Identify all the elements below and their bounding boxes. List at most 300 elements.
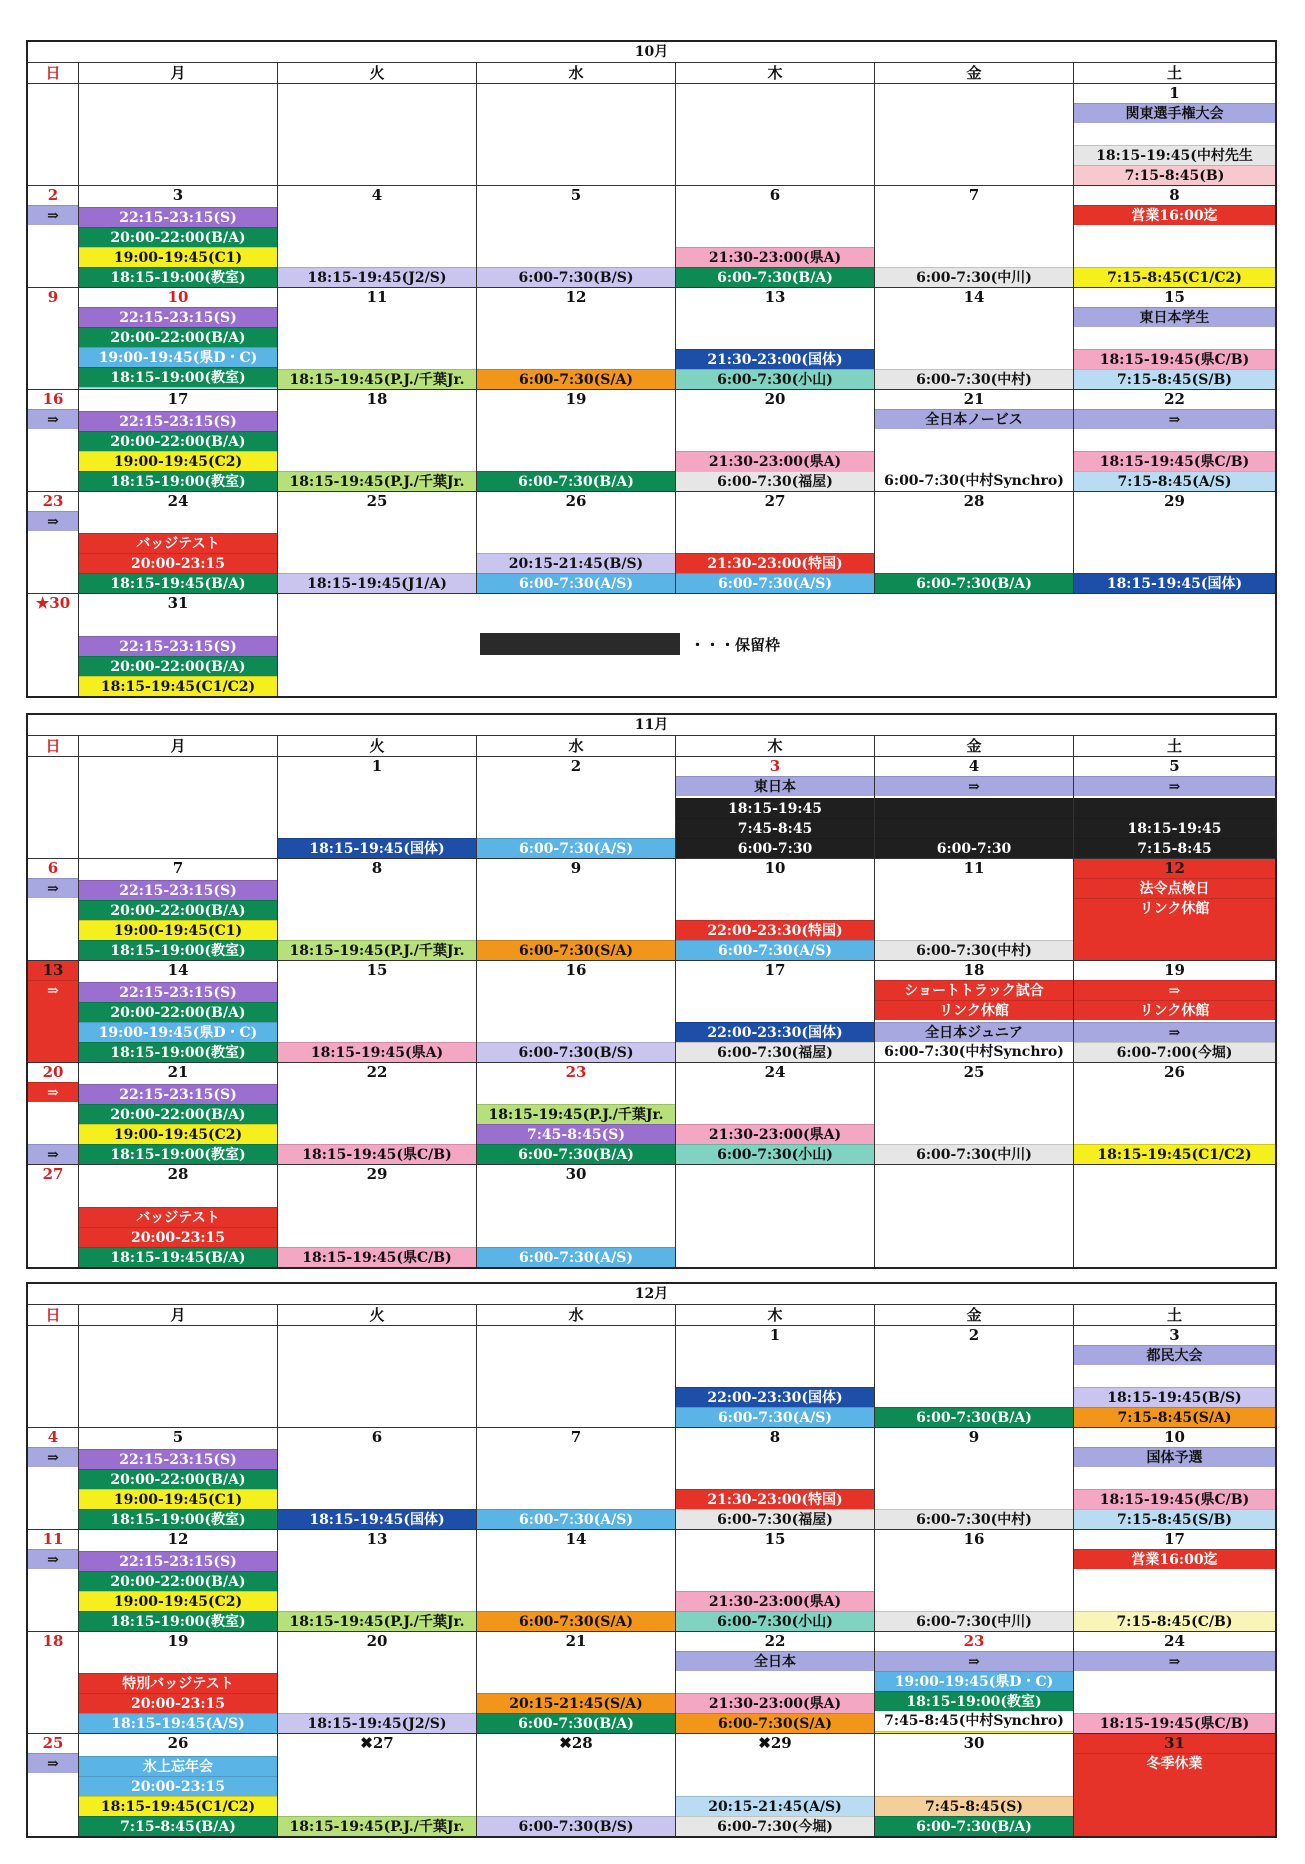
schedule-bar[interactable]: 18:15-19:45(P.J./千葉Jr. xyxy=(278,940,476,960)
day-cell[interactable] xyxy=(278,492,477,593)
schedule-bar[interactable]: 18:15-19:45(J1/A) xyxy=(278,573,476,593)
schedule-bar[interactable]: バッジテスト xyxy=(79,533,277,553)
day-cell[interactable] xyxy=(477,1734,676,1836)
schedule-bar[interactable]: 19:00-19:45(C2) xyxy=(79,451,277,471)
day-number: 18 xyxy=(42,1632,64,1650)
day-cell[interactable] xyxy=(79,1428,278,1529)
day-cell[interactable] xyxy=(28,961,79,1062)
schedule-bar[interactable]: ⇒ xyxy=(28,511,78,531)
schedule-bar[interactable]: 6:00-7:30(中川) xyxy=(875,1144,1073,1164)
schedule-bar[interactable]: ⇒ xyxy=(1074,1651,1275,1671)
day-cell[interactable] xyxy=(79,961,278,1062)
cell-spacer xyxy=(278,205,476,267)
schedule-bar[interactable]: 19:00-19:45(県D・C) xyxy=(875,1671,1073,1691)
day-cell[interactable] xyxy=(875,84,1074,185)
day-cell[interactable] xyxy=(477,1632,676,1733)
schedule-bar[interactable]: 6:00-7:30(小山) xyxy=(676,1611,874,1631)
day-cell[interactable] xyxy=(28,1734,79,1836)
schedule-bar[interactable]: 6:00-7:30(B/S) xyxy=(477,1042,675,1062)
day-cell[interactable] xyxy=(875,1632,1074,1733)
day-cell[interactable] xyxy=(278,1734,477,1836)
schedule-bar[interactable]: 7:15-8:45(S/A) xyxy=(1074,1407,1275,1427)
day-cell[interactable] xyxy=(1074,961,1275,1062)
schedule-bar[interactable]: 6:00-7:30(A/S) xyxy=(676,940,874,960)
day-cell[interactable] xyxy=(875,288,1074,389)
day-cell[interactable] xyxy=(28,1428,79,1529)
schedule-bar[interactable]: 18:15-19:45(県C/B) xyxy=(1074,451,1275,471)
day-cell[interactable] xyxy=(278,84,477,185)
schedule-bar[interactable]: 6:00-7:30(中村Synchro) xyxy=(884,473,1064,489)
schedule-bar[interactable]: 18:15-19:45(C1/C2) xyxy=(79,676,277,696)
schedule-bar[interactable]: 7:15-8:45(B) xyxy=(1074,165,1275,185)
schedule-bar[interactable]: 6:00-7:30(B/A) xyxy=(676,267,874,287)
day-cell[interactable] xyxy=(477,1063,676,1164)
schedule-bar[interactable] xyxy=(79,387,277,389)
schedule-bar[interactable] xyxy=(1074,798,1275,818)
day-cell[interactable] xyxy=(278,1428,477,1529)
schedule-bar[interactable]: 22:15-23:15(S) xyxy=(79,1084,277,1104)
schedule-bar[interactable] xyxy=(875,1731,1073,1733)
schedule-bar[interactable]: 国体予選 xyxy=(1074,1447,1275,1467)
cell-spacer xyxy=(875,1753,1073,1796)
day-cell[interactable] xyxy=(676,288,875,389)
day-number: 17 xyxy=(167,390,189,408)
cell-spacer xyxy=(79,1651,277,1673)
schedule-bar[interactable] xyxy=(875,798,1073,818)
schedule-bar[interactable]: 6:00-7:30(B/A) xyxy=(477,1144,675,1164)
schedule-bar[interactable]: 6:00-7:30(中川) xyxy=(875,1611,1073,1631)
schedule-bar[interactable]: 6:00-7:30(B/S) xyxy=(477,267,675,287)
schedule-bar[interactable]: 18:15-19:45(国体) xyxy=(1074,573,1275,593)
schedule-bar[interactable]: 18:15-19:45(P.J./千葉Jr. xyxy=(278,471,476,491)
schedule-bar[interactable]: 6:00-7:30(中村Synchro) xyxy=(884,1044,1064,1060)
day-cell[interactable] xyxy=(79,757,278,858)
day-cell[interactable] xyxy=(1074,1632,1275,1733)
schedule-bar[interactable]: 20:00-22:00(B/A) xyxy=(79,1469,277,1489)
schedule-bar[interactable]: 特別バッジテスト xyxy=(79,1673,277,1693)
day-cell[interactable] xyxy=(477,1326,676,1427)
schedule-bar[interactable]: 18:15-19:45(県C/B) xyxy=(278,1144,476,1164)
schedule-bar[interactable]: ⇒ xyxy=(28,878,78,898)
day-cell[interactable] xyxy=(79,186,278,287)
schedule-bar[interactable]: 6:00-7:30(A/S) xyxy=(477,838,675,858)
day-cell[interactable] xyxy=(278,1326,477,1427)
day-cell[interactable] xyxy=(278,390,477,491)
day-cell[interactable] xyxy=(278,1632,477,1733)
schedule-bar[interactable]: ⇒ xyxy=(28,980,78,1000)
schedule-bar[interactable]: 6:00-7:30(B/A) xyxy=(477,1713,675,1733)
schedule-bar[interactable]: 20:15-21:45(A/S) xyxy=(676,1796,874,1816)
schedule-bar[interactable]: 6:00-7:30(A/S) xyxy=(477,1247,675,1267)
schedule-bar[interactable]: 6:00-7:30(中村) xyxy=(875,1509,1073,1529)
schedule-bar[interactable]: 18:15-19:45(国体) xyxy=(278,1509,476,1529)
schedule-bar[interactable]: ⇒ xyxy=(28,1549,78,1569)
schedule-bar[interactable]: リンク休館 xyxy=(875,1000,1073,1020)
schedule-bar[interactable]: 18:15-19:45(県A) xyxy=(278,1042,476,1062)
schedule-bar[interactable]: 22:15-23:15(S) xyxy=(79,1449,277,1469)
schedule-bar[interactable]: 全日本ノービス xyxy=(875,409,1073,429)
day-cell[interactable] xyxy=(875,757,1074,858)
schedule-bar[interactable]: 6:00-7:30(B/A) xyxy=(477,471,675,491)
schedule-bar[interactable]: 営業16:00迄 xyxy=(1074,205,1275,225)
day-cell[interactable] xyxy=(79,84,278,185)
schedule-bar[interactable]: 6:00-7:30(中村) xyxy=(875,369,1073,389)
schedule-bar[interactable]: 20:00-22:00(B/A) xyxy=(79,656,277,676)
day-cell[interactable] xyxy=(477,757,676,858)
schedule-bar[interactable]: 6:00-7:30(A/S) xyxy=(676,573,874,593)
schedule-bar[interactable]: 6:00-7:30(A/S) xyxy=(477,573,675,593)
schedule-bar[interactable]: 18:15-19:45(県C/B) xyxy=(278,1247,476,1267)
day-cell[interactable] xyxy=(79,1326,278,1427)
schedule-bar[interactable]: 6:00-7:30(S/A) xyxy=(477,940,675,960)
schedule-bar[interactable]: 6:00-7:30(B/A) xyxy=(875,1407,1073,1427)
day-cell[interactable] xyxy=(676,186,875,287)
schedule-bar[interactable]: 7:15-8:45(C1/C2) xyxy=(1074,267,1275,287)
day-cell[interactable] xyxy=(28,757,79,858)
day-cell[interactable] xyxy=(676,1326,875,1427)
schedule-bar[interactable]: 18:15-19:45(P.J./千葉Jr. xyxy=(278,1611,476,1631)
day-cell[interactable] xyxy=(1074,186,1275,287)
schedule-bar[interactable]: 22:15-23:15(S) xyxy=(79,1551,277,1571)
day-cell[interactable] xyxy=(79,1734,278,1836)
schedule-bar[interactable]: 6:00-7:30(福屋) xyxy=(676,1042,874,1062)
day-cell[interactable] xyxy=(676,1530,875,1631)
schedule-bar[interactable]: 22:15-23:15(S) xyxy=(79,880,277,900)
schedule-bar[interactable]: 6:00-7:30(S/A) xyxy=(676,1713,874,1733)
day-cell[interactable] xyxy=(28,288,79,389)
schedule-bar[interactable]: 全日本ジュニア xyxy=(875,1022,1073,1042)
schedule-bar[interactable]: 7:45-8:45(S) xyxy=(477,1124,675,1144)
schedule-bar[interactable]: 6:00-7:00(今堀) xyxy=(1074,1042,1275,1062)
day-cell[interactable] xyxy=(1074,492,1275,593)
day-cell[interactable] xyxy=(28,390,79,491)
day-cell[interactable] xyxy=(875,1734,1074,1836)
day-cell[interactable] xyxy=(278,186,477,287)
schedule-bar[interactable]: バッジテスト xyxy=(79,1207,277,1227)
day-cell[interactable] xyxy=(28,594,79,696)
day-cell[interactable] xyxy=(676,1734,875,1836)
schedule-bar[interactable]: ⇒ xyxy=(28,1753,78,1773)
day-cell[interactable] xyxy=(79,1530,278,1631)
schedule-bar[interactable]: 18:15-19:00(教室) xyxy=(79,1042,277,1062)
schedule-bar[interactable]: 6:00-7:30(B/S) xyxy=(477,1816,675,1836)
schedule-bar[interactable]: 18:15-19:45(C1/C2) xyxy=(1074,1144,1275,1164)
day-cell[interactable] xyxy=(1074,84,1275,185)
day-cell[interactable] xyxy=(278,288,477,389)
schedule-bar[interactable]: 18:15-19:45(A/S) xyxy=(79,1713,277,1733)
schedule-bar[interactable]: 7:15-8:45 xyxy=(1074,838,1275,858)
schedule-bar[interactable]: 18:15-19:45(県C/B) xyxy=(1074,1713,1275,1733)
schedule-bar[interactable]: 20:00-22:00(B/A) xyxy=(79,431,277,451)
week-row xyxy=(28,859,1275,961)
schedule-bar[interactable]: 6:00-7:30(中川) xyxy=(875,267,1073,287)
day-number: 23 xyxy=(963,1632,985,1650)
schedule-bar[interactable]: 7:45-8:45(中村Synchro) xyxy=(884,1713,1064,1729)
day-cell[interactable] xyxy=(875,492,1074,593)
schedule-bar[interactable]: 全日本 xyxy=(676,1651,874,1671)
schedule-bar[interactable]: 6:00-7:30(B/A) xyxy=(875,573,1073,593)
day-number: 30 xyxy=(565,1165,587,1183)
day-cell[interactable] xyxy=(477,186,676,287)
schedule-bar[interactable]: 18:15-19:00(教室) xyxy=(79,1611,277,1631)
schedule-bar[interactable]: 氷上忘年会 xyxy=(79,1756,277,1776)
day-cell[interactable] xyxy=(1074,1530,1275,1631)
schedule-bar[interactable]: 19:00-19:45(県D・C) xyxy=(79,347,277,367)
schedule-bar[interactable]: 20:00-22:00(B/A) xyxy=(79,227,277,247)
day-cell[interactable] xyxy=(875,1165,1074,1267)
schedule-bar[interactable]: 18:15-19:00(教室) xyxy=(875,1691,1073,1711)
schedule-bar[interactable]: ⇒ xyxy=(1074,776,1275,796)
day-cell[interactable] xyxy=(28,859,79,960)
schedule-bar[interactable]: 22:15-23:15(S) xyxy=(79,982,277,1002)
day-cell[interactable] xyxy=(79,594,278,696)
day-cell[interactable] xyxy=(1074,757,1275,858)
schedule-bar[interactable]: 6:00-7:30 xyxy=(875,838,1073,858)
schedule-bar[interactable]: 18:15-19:45(B/A) xyxy=(79,573,277,593)
day-cell[interactable] xyxy=(28,1326,79,1427)
schedule-bar[interactable]: 18:15-19:00(教室) xyxy=(79,940,277,960)
day-cell[interactable] xyxy=(477,390,676,491)
schedule-bar[interactable]: ⇒ xyxy=(1074,980,1275,1000)
schedule-bar[interactable]: ⇒ xyxy=(28,409,78,429)
day-cell[interactable] xyxy=(79,288,278,389)
schedule-bar[interactable]: 20:00-22:00(B/A) xyxy=(79,1002,277,1022)
day-cell[interactable] xyxy=(1074,1063,1275,1164)
day-cell[interactable] xyxy=(28,1530,79,1631)
day-cell[interactable] xyxy=(28,1165,79,1267)
schedule-bar[interactable]: 6:00-7:30(福屋) xyxy=(676,471,874,491)
day-cell[interactable] xyxy=(477,84,676,185)
day-number: ✖28 xyxy=(559,1734,593,1752)
schedule-bar[interactable]: 18:15-19:45 xyxy=(1074,818,1275,838)
schedule-bar[interactable]: 21:30-23:00(特国) xyxy=(676,553,874,573)
day-cell[interactable] xyxy=(875,390,1074,491)
schedule-bar[interactable]: ⇒ xyxy=(28,1082,78,1102)
day-cell[interactable] xyxy=(676,1063,875,1164)
schedule-bar[interactable]: 6:00-7:30(B/A) xyxy=(875,1816,1073,1836)
day-cell[interactable] xyxy=(875,859,1074,960)
schedule-bar[interactable]: 18:15-19:00(教室) xyxy=(79,267,277,287)
schedule-bar[interactable]: 20:00-23:15 xyxy=(79,553,277,573)
schedule-bar[interactable]: 法令点検日 xyxy=(1074,878,1275,898)
schedule-bar[interactable]: 18:15-19:45(P.J./千葉Jr. xyxy=(477,1104,675,1124)
schedule-bar[interactable]: 6:00-7:30(A/S) xyxy=(477,1509,675,1529)
schedule-bar[interactable]: 20:00-22:00(B/A) xyxy=(79,327,277,347)
cell-spacer xyxy=(1074,1569,1275,1611)
schedule-bar[interactable]: 東日本 xyxy=(676,776,874,796)
day-cell[interactable] xyxy=(676,1165,875,1267)
schedule-bar[interactable] xyxy=(875,818,1073,838)
schedule-bar[interactable]: 6:00-7:30(S/A) xyxy=(477,1611,675,1631)
day-cell[interactable] xyxy=(875,961,1074,1062)
day-cell[interactable] xyxy=(676,492,875,593)
schedule-bar[interactable]: 21:30-23:00(県A) xyxy=(676,1693,874,1713)
schedule-bar[interactable]: 21:30-23:00(国体) xyxy=(676,349,874,369)
schedule-bar[interactable]: 19:00-19:45(県D・C) xyxy=(79,1022,277,1042)
schedule-bar[interactable]: 18:15-19:45(J2/S) xyxy=(278,1713,476,1733)
schedule-bar[interactable]: 18:15-19:45(B/S) xyxy=(1074,1387,1275,1407)
day-cell[interactable] xyxy=(79,390,278,491)
day-cell[interactable] xyxy=(278,757,477,858)
day-cell[interactable] xyxy=(676,757,875,858)
schedule-bar[interactable]: 7:15-8:45(S/B) xyxy=(1074,369,1275,389)
day-cell[interactable] xyxy=(875,1326,1074,1427)
day-cell[interactable] xyxy=(1074,859,1275,960)
schedule-bar[interactable]: 21:30-23:00(県A) xyxy=(676,1124,874,1144)
day-cell[interactable] xyxy=(28,1632,79,1733)
schedule-bar[interactable]: 18:15-19:00(教室) xyxy=(79,471,277,491)
day-cell[interactable] xyxy=(1074,288,1275,389)
schedule-bar[interactable]: 19:00-19:45(C2) xyxy=(79,1591,277,1611)
day-cell[interactable] xyxy=(477,1165,676,1267)
cell-spacer xyxy=(676,1753,874,1796)
schedule-bar[interactable]: 6:00-7:30 xyxy=(676,838,874,858)
schedule-bar[interactable]: 22:15-23:15(S) xyxy=(79,411,277,431)
schedule-bar[interactable]: 都民大会 xyxy=(1074,1345,1275,1365)
schedule-bar[interactable]: 22:00-23:30(国体) xyxy=(676,1022,874,1042)
schedule-bar[interactable]: 18:15-19:00(教室) xyxy=(79,367,277,387)
schedule-bar[interactable]: リンク休館 xyxy=(1074,898,1275,918)
schedule-bar[interactable]: ⇒ xyxy=(28,1144,78,1164)
day-cell[interactable] xyxy=(875,1428,1074,1529)
schedule-bar[interactable]: 20:00-22:00(B/A) xyxy=(79,900,277,920)
day-cell[interactable] xyxy=(477,1428,676,1529)
day-cell[interactable] xyxy=(278,961,477,1062)
schedule-bar[interactable]: 18:15-19:45(中村先生 xyxy=(1074,145,1275,165)
day-cell[interactable] xyxy=(1074,1326,1275,1427)
schedule-bar[interactable]: 19:00-19:45(C1) xyxy=(79,920,277,940)
schedule-bar[interactable]: 18:15-19:45(県C/B) xyxy=(1074,349,1275,369)
schedule-bar[interactable]: 20:00-22:00(B/A) xyxy=(79,1571,277,1591)
schedule-bar[interactable]: 7:45-8:45 xyxy=(676,818,874,838)
day-cell[interactable] xyxy=(79,492,278,593)
day-cell[interactable] xyxy=(477,961,676,1062)
schedule-bar[interactable]: 20:00-23:15 xyxy=(79,1693,277,1713)
schedule-bar[interactable]: 22:15-23:15(S) xyxy=(79,636,277,656)
schedule-bar[interactable]: 20:15-21:45(B/S) xyxy=(477,553,675,573)
day-cell[interactable] xyxy=(28,492,79,593)
schedule-bar[interactable]: 18:15-19:45(C1/C2) xyxy=(79,1796,277,1816)
schedule-bar[interactable]: 19:00-19:45(C1) xyxy=(79,247,277,267)
schedule-bar[interactable]: 19:00-19:45(C1) xyxy=(79,1489,277,1509)
schedule-bar[interactable]: 6:00-7:30(小山) xyxy=(676,1144,874,1164)
schedule-bar[interactable]: 7:45-8:45(S) xyxy=(875,1796,1073,1816)
schedule-bar[interactable]: 6:00-7:30(A/S) xyxy=(676,1407,874,1427)
schedule-bar[interactable]: 18:15-19:45(国体) xyxy=(278,838,476,858)
day-cell[interactable] xyxy=(79,1063,278,1164)
day-cell[interactable] xyxy=(1074,1165,1275,1267)
cell-spacer xyxy=(477,1184,675,1247)
schedule-bar[interactable]: 22:15-23:15(S) xyxy=(79,207,277,227)
day-cell[interactable] xyxy=(676,961,875,1062)
schedule-bar[interactable]: 20:15-21:45(S/A) xyxy=(477,1693,675,1713)
day-cell[interactable] xyxy=(79,1165,278,1267)
schedule-bar[interactable]: 冬季休業 xyxy=(1074,1753,1275,1773)
day-cell[interactable] xyxy=(278,859,477,960)
schedule-bar[interactable]: 22:00-23:30(国体) xyxy=(676,1387,874,1407)
schedule-bar[interactable]: 21:30-23:00(県A) xyxy=(676,451,874,471)
schedule-bar[interactable]: 18:15-19:00(教室) xyxy=(79,1509,277,1529)
day-cell[interactable] xyxy=(1074,1428,1275,1529)
schedule-bar[interactable]: 関東選手権大会 xyxy=(1074,103,1275,123)
day-cell[interactable] xyxy=(28,1063,79,1164)
day-number: 21 xyxy=(565,1632,587,1650)
schedule-bar[interactable]: 18:15-19:45(P.J./千葉Jr. xyxy=(278,1816,476,1836)
day-cell[interactable] xyxy=(676,1428,875,1529)
day-cell[interactable] xyxy=(477,492,676,593)
schedule-bar[interactable]: 21:30-23:00(県A) xyxy=(676,1591,874,1611)
day-number: 14 xyxy=(963,288,985,306)
day-cell[interactable] xyxy=(278,1063,477,1164)
day-cell[interactable] xyxy=(875,1063,1074,1164)
schedule-bar[interactable]: 営業16:00迄 xyxy=(1074,1549,1275,1569)
day-cell[interactable] xyxy=(875,186,1074,287)
day-cell[interactable] xyxy=(28,84,79,185)
schedule-bar[interactable]: 20:00-22:00(B/A) xyxy=(79,1104,277,1124)
schedule-bar[interactable]: 18:15-19:45(P.J./千葉Jr. xyxy=(278,369,476,389)
schedule-bar[interactable]: ショートトラック試合 xyxy=(875,980,1073,1000)
day-cell[interactable] xyxy=(676,84,875,185)
schedule-bar[interactable]: 18:15-19:45(B/A) xyxy=(79,1247,277,1267)
schedule-bar[interactable]: 6:00-7:30(中村) xyxy=(875,940,1073,960)
schedule-bar[interactable]: 22:00-23:30(特国) xyxy=(676,920,874,940)
schedule-bar[interactable]: 18:15-19:45(J2/S) xyxy=(278,267,476,287)
schedule-bar[interactable]: 7:15-8:45(C/B) xyxy=(1074,1611,1275,1631)
day-cell[interactable] xyxy=(477,859,676,960)
schedule-bar[interactable]: ⇒ xyxy=(875,776,1073,796)
day-cell[interactable] xyxy=(676,390,875,491)
schedule-bar[interactable]: 6:00-7:30(今堀) xyxy=(676,1816,874,1836)
schedule-bar[interactable]: ⇒ xyxy=(1074,1022,1275,1042)
schedule-bar[interactable]: 21:30-23:00(県A) xyxy=(676,247,874,267)
schedule-bar[interactable]: 6:00-7:30(福屋) xyxy=(676,1509,874,1529)
schedule-bar[interactable]: ⇒ xyxy=(875,1651,1073,1671)
schedule-bar[interactable]: 18:15-19:45(県C/B) xyxy=(1074,1489,1275,1509)
day-cell[interactable] xyxy=(28,186,79,287)
schedule-bar[interactable]: リンク休館 xyxy=(1074,1000,1275,1020)
schedule-bar[interactable]: 20:00-23:15 xyxy=(79,1776,277,1796)
schedule-bar[interactable]: 18:15-19:00(教室) xyxy=(79,1144,277,1164)
schedule-bar[interactable]: 22:15-23:15(S) xyxy=(79,307,277,327)
schedule-bar[interactable]: 19:00-19:45(C2) xyxy=(79,1124,277,1144)
day-cell[interactable] xyxy=(477,1530,676,1631)
schedule-bar[interactable]: 東日本学生 xyxy=(1074,307,1275,327)
day-number: 25 xyxy=(963,1063,985,1081)
day-cell[interactable] xyxy=(79,859,278,960)
schedule-bar[interactable]: 6:00-7:30(小山) xyxy=(676,369,874,389)
day-cell[interactable] xyxy=(1074,1734,1275,1836)
day-cell[interactable] xyxy=(79,1632,278,1733)
day-cell[interactable] xyxy=(676,1632,875,1733)
schedule-bar[interactable]: ⇒ xyxy=(1074,409,1275,429)
day-cell[interactable] xyxy=(676,859,875,960)
schedule-bar[interactable]: 7:15-8:45(B/A) xyxy=(79,1816,277,1836)
schedule-bar[interactable]: ⇒ xyxy=(28,1447,78,1467)
day-cell[interactable] xyxy=(278,1165,477,1267)
schedule-bar[interactable]: 18:15-19:45 xyxy=(676,798,874,818)
day-number: 5 xyxy=(172,1428,184,1446)
day-cell[interactable] xyxy=(1074,390,1275,491)
schedule-bar[interactable]: ⇒ xyxy=(28,205,78,225)
schedule-bar[interactable]: 21:30-23:00(特国) xyxy=(676,1489,874,1509)
schedule-bar[interactable]: 6:00-7:30(S/A) xyxy=(477,369,675,389)
day-cell[interactable] xyxy=(477,288,676,389)
schedule-bar[interactable]: 20:00-23:15 xyxy=(79,1227,277,1247)
schedule-bar[interactable]: 7:15-8:45(S/B) xyxy=(1074,1509,1275,1529)
day-cell[interactable] xyxy=(278,1530,477,1631)
schedule-bar[interactable]: 7:15-8:45(A/S) xyxy=(1074,471,1275,491)
day-cell[interactable] xyxy=(875,1530,1074,1631)
